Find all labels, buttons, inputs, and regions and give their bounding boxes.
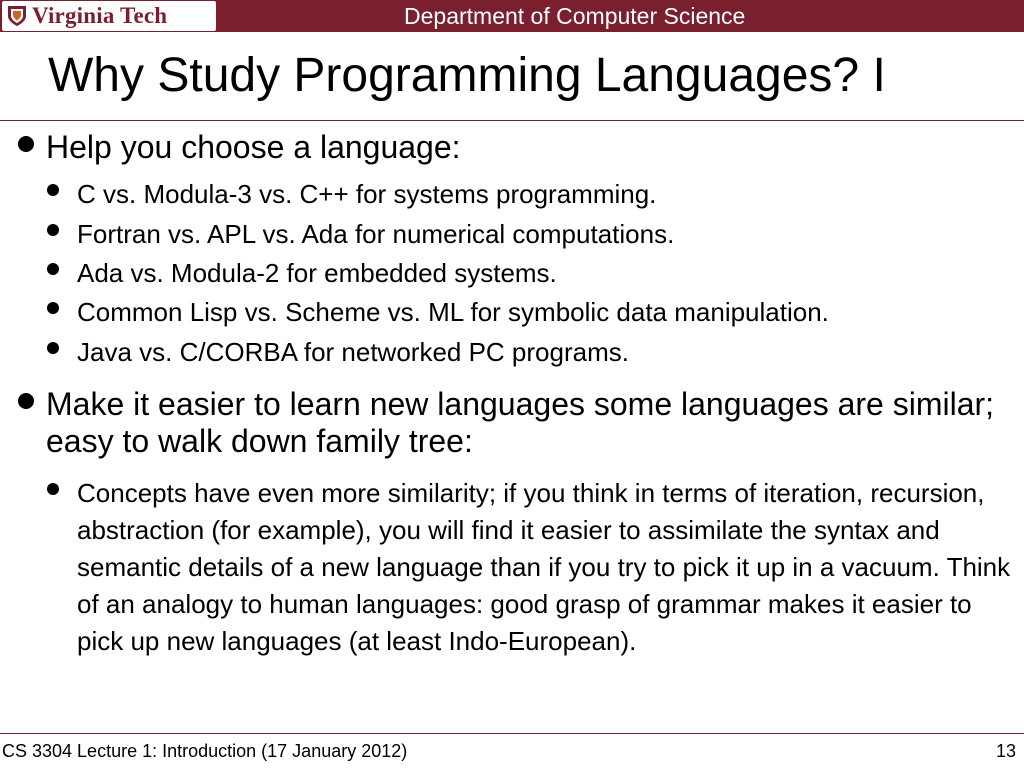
logo-text: Virginia Tech	[32, 3, 168, 28]
sub-bullet-dot	[47, 224, 59, 236]
sub-bullet-dot	[47, 184, 59, 196]
footer-divider	[0, 733, 1024, 734]
sub-bullet-item: Java vs. C/CORBA for networked PC programs.	[77, 337, 629, 367]
sub-bullet-dot	[47, 342, 59, 354]
sub-bullet-item: C vs. Modula-3 vs. C++ for systems programming.	[77, 179, 657, 209]
department-name: Department of Computer Science	[404, 3, 746, 29]
bullet-item: Make it easier to learn new languages some languages are similar; easy to walk down family tree:	[46, 386, 995, 459]
sub-bullet-dot	[47, 302, 59, 314]
sub-bullet-item: Ada vs. Modula-2 for embedded systems.	[77, 258, 557, 288]
sub-bullet-item: Fortran vs. APL vs. Ada for numerical computations.	[77, 219, 675, 249]
footer-lecture: CS 3304 Lecture 1: Introduction (17 January 2012)	[2, 741, 408, 761]
sub-bullet-item: Concepts have even more similarity; if you think in terms of iteration, recursion, abstraction (for example), you will find it easier to assimilate the syntax and semantic details of a new language than if you try to pick it up in a vacuum. Think of an analogy to human languages: good grasp of grammar makes it easier to pick up new languages (at least Indo-European).	[77, 478, 1011, 656]
bullet-item: Help you choose a language:	[46, 129, 461, 165]
sub-bullet-dot	[47, 263, 59, 275]
sub-bullet-item: Common Lisp vs. Scheme vs. ML for symbolic data manipulation.	[77, 297, 829, 327]
bullet-dot	[18, 393, 34, 409]
slide-title: Why Study Programming Languages? I	[48, 49, 886, 102]
sub-bullet-dot	[47, 483, 59, 495]
page-number: 13	[995, 741, 1016, 761]
bullet-dot	[18, 136, 34, 152]
